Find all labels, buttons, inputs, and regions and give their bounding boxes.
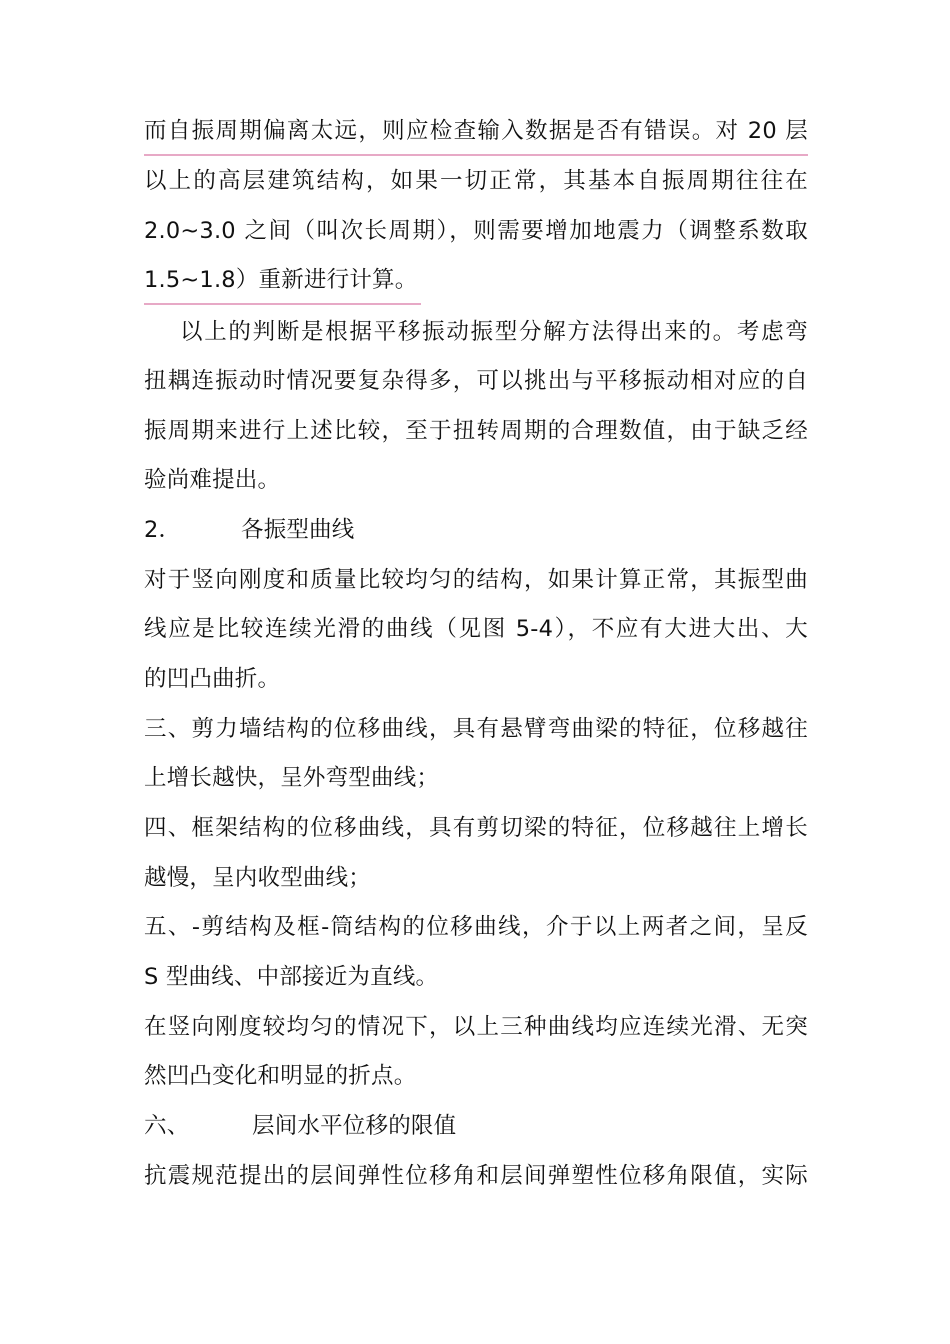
- text-line: 对于竖向刚度和质量比较均匀的结构，如果计算正常，其振型曲: [144, 567, 808, 593]
- text-line: 四、框架结构的位移曲线，具有剪切梁的特征，位移越往上增长: [144, 815, 808, 841]
- heading-number: 2．: [144, 517, 182, 543]
- highlight-underline: [144, 154, 808, 156]
- heading-text: 层间水平位移的限值: [252, 1113, 457, 1139]
- text-line: 2.0~3.0 之间（叫次长周期），则需要增加地震力（调整系数取: [144, 218, 808, 244]
- text-line: S 型曲线、中部接近为直线。: [144, 964, 439, 990]
- heading-text: 各振型曲线: [241, 517, 355, 543]
- text-line: 线应是比较连续光滑的曲线（见图 5-4），不应有大进大出、大: [144, 616, 808, 642]
- text-line: 振周期来进行上述比较，至于扭转周期的合理数值，由于缺乏经: [144, 418, 808, 444]
- text-line: 然凹凸变化和明显的折点。: [144, 1063, 417, 1089]
- text-line: 的凹凸曲折。: [144, 666, 281, 692]
- text-line: 越慢，呈内收型曲线；: [144, 865, 372, 891]
- text-line: 抗震规范提出的层间弹性位移角和层间弹塑性位移角限值，实际: [144, 1163, 808, 1189]
- text-line: 上增长越快，呈外弯型曲线；: [144, 765, 440, 791]
- heading-number: 六、: [144, 1113, 190, 1139]
- paragraph-first-line: 以上的判断是根据平移振动振型分解方法得出来的。考虑弯: [180, 319, 808, 345]
- text-line: 五、-剪结构及框-筒结构的位移曲线，介于以上两者之间，呈反: [144, 914, 808, 940]
- section-heading-2: [144, 513, 808, 547]
- highlight-underline: [144, 303, 421, 305]
- text-line: 三、剪力墙结构的位移曲线，具有悬臂弯曲梁的特征，位移越往: [144, 716, 808, 742]
- text-line: 而自振周期偏离太远，则应检查输入数据是否有错误。对 20 层: [144, 118, 808, 144]
- text-line: 1.5~1.8）重新进行计算。: [144, 267, 418, 293]
- text-line: 验尚难提出。: [144, 467, 281, 493]
- text-line: 扭耦连振动时情况要复杂得多，可以挑出与平移振动相对应的自: [144, 368, 808, 394]
- text-line: 在竖向刚度较均匀的情况下，以上三种曲线均应连续光滑、无突: [144, 1014, 808, 1040]
- section-heading-6: [144, 1109, 808, 1143]
- text-line: 以上的高层建筑结构，如果一切正常，其基本自振周期往往在: [144, 168, 808, 194]
